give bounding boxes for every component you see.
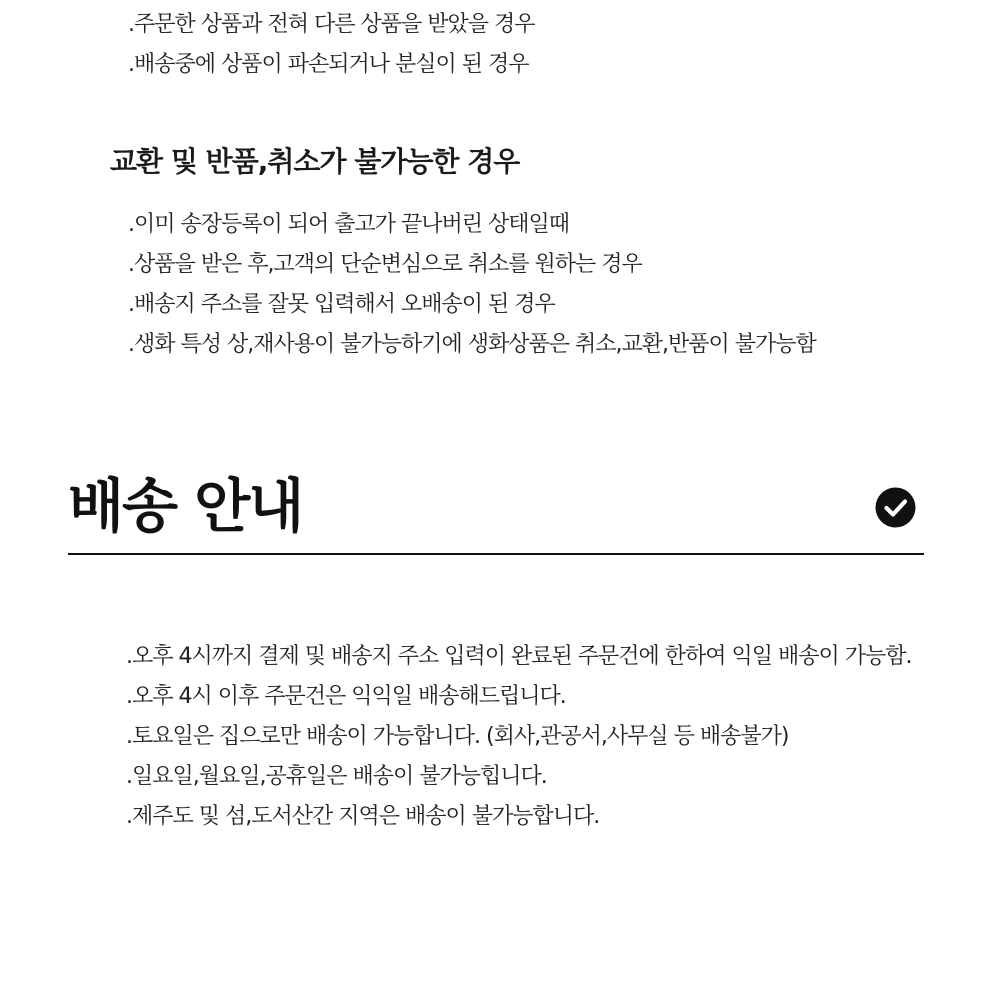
- shipping-list: [126, 637, 911, 837]
- list-item: .제주도 및 섬,도서산간 지역은 배송이 불가능합니다.: [126, 804, 600, 829]
- shipping-heading: 배송 안내: [68, 472, 303, 540]
- list-item: .오후 4시 이후 주문건은 익익일 배송해드립니다.: [126, 684, 566, 709]
- section-divider: [68, 553, 924, 555]
- list-item: .오후 4시까지 결제 및 배송지 주소 입력이 완료된 주문건에 한하여 익일 배송이 가능함.: [126, 644, 912, 669]
- no-return-heading: 교환 및 반품,취소가 불가능한 경우: [110, 145, 520, 178]
- top-list: [128, 5, 535, 85]
- list-item: .상품을 받은 후,고객의 단순변심으로 취소를 원하는 경우: [128, 252, 642, 277]
- list-item: .이미 송장등록이 되어 출고가 끝나버린 상태일때: [128, 212, 570, 237]
- list-item: .배송중에 상품이 파손되거나 분실이 된 경우: [128, 52, 529, 77]
- list-item: .일요일,월요일,공휴일은 배송이 불가능힙니다.: [126, 764, 547, 789]
- check-circle-icon: [875, 487, 916, 528]
- no-return-list: [128, 205, 816, 365]
- list-item: .배송지 주소를 잘못 입력해서 오배송이 된 경우: [128, 292, 555, 317]
- list-item: .토요일은 집으로만 배송이 가능합니다. (회사,관공서,사무실 등 배송불가): [126, 724, 789, 749]
- list-item: .생화 특성 상,재사용이 불가능하기에 생화상품은 취소,교환,반품이 불가능함: [128, 332, 816, 357]
- list-item: .주문한 상품과 전혀 다른 상품을 받았을 경우: [128, 12, 535, 37]
